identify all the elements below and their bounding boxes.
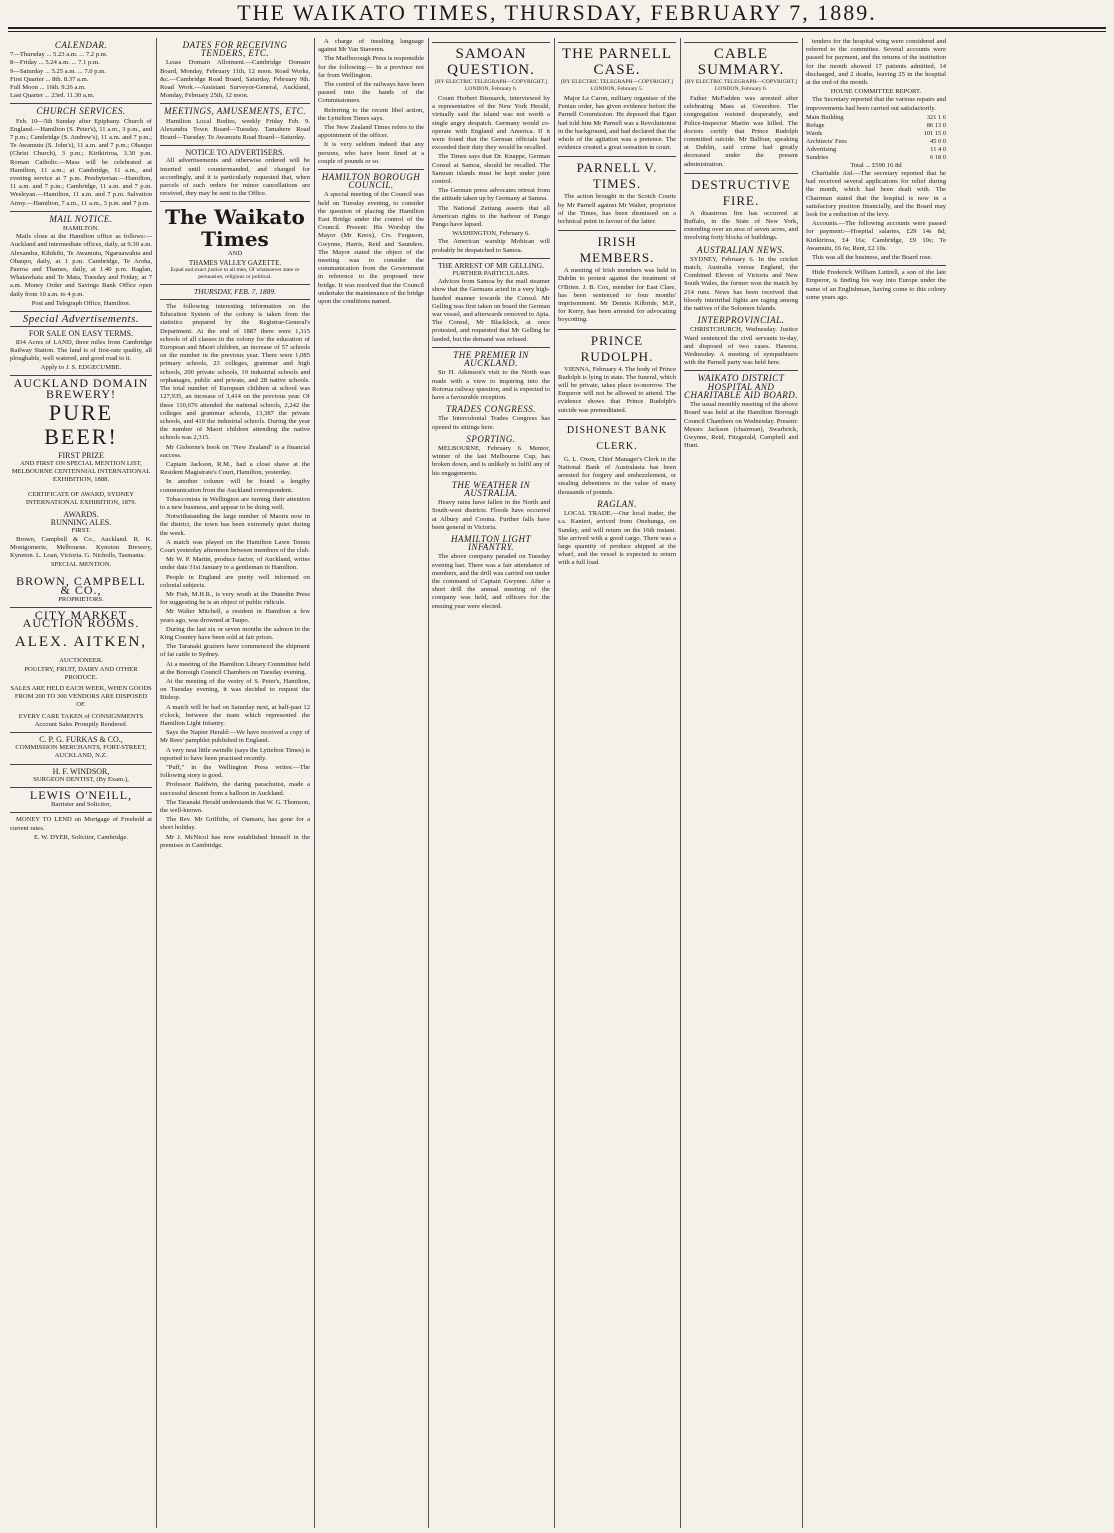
news-item: Professor Baldwin, the daring parachutist, made a successful descent from a balloon in Auckland. <box>160 781 310 797</box>
news-item: The Marlborough Press is responsible for the following:— In a province not far from Wellington. <box>318 55 424 79</box>
special-ads-heading: Special Advertisements. <box>22 313 140 326</box>
washington-text: The American warship Mohican will probably be despatched to Samoa. <box>432 238 550 254</box>
news-item: At a meeting of the Hamilton Library Committee held at the Borough Council Chambers on Tuesday evening. <box>160 660 310 676</box>
australian-text: SYDNEY, February 6. In the cricket match, Australia versus England, the Combined Eleven of Victoria and New South Wales, the former won the match by 214 runs. News has been received that bloody intertribal fights are raging among the natives of the Solomon Islands. <box>684 255 798 313</box>
news-item: Mr W. P. Martin, produce factor, of Auckland, writes under date 31st January to a gentleman in Hamilton. <box>160 556 310 572</box>
poultry: POULTRY, FRUIT, DAIRY AND OTHER PRODUCE. <box>24 665 138 681</box>
samoan-heading: SAMOAN QUESTION. <box>432 42 550 78</box>
moon-line: Full Moon ... 16th. 9.26 a.m. <box>10 84 86 92</box>
column-separator <box>802 38 803 1528</box>
cable-heading: CABLE SUMMARY. <box>684 42 798 78</box>
awards-list: Brown, Campbell & Co., Auckland. R. K. Montgomerie, Melbourne. Kynoton Brewery, Kyneton. L. Loan, Victoria. G. Nicholls, Tasmania. <box>10 535 152 559</box>
berlin-text: The German press advocates retreat from the attitude taken up by Germany at Samoa. <box>432 187 550 203</box>
brewery-heading: AUCKLAND DOMAIN <box>13 376 149 391</box>
column-separator <box>680 38 681 1528</box>
paper-subtitle: THAMES VALLEY GAZETTE. <box>188 258 282 267</box>
news-item: Mr Gisborne's book on "New Zealand" is a financial success. <box>160 443 310 459</box>
accounts-text: Accounts.—The following accounts were passed for payment:—Hospital salaries, £29 14s 8d; Kirikiriroa, £4 16s; Cambridge, £9 10s; Te Awamutu, £6 6s; Rent, £2 10s. <box>806 220 946 252</box>
running-ales: RUNNING ALES. <box>50 518 112 528</box>
news-item: Mr Walter Mitchell, a resident in Hamilton a few years ago, was drowned at Taupo. <box>160 608 310 624</box>
samoan-text: Count Herbert Bismarck, interviewed by a representative of the New York Herald, virtually said the island was not worth a single angry despatch. Germany would co-operate with England and America. If it were found that the German officials had exceeded their duty they would be recalled. <box>432 95 550 152</box>
brewery-subheading: BREWERY! <box>46 386 116 401</box>
bank-heading: DISHONEST BANK CLERK. <box>558 419 676 455</box>
mail-subheading: HAMILTON. <box>62 225 100 233</box>
trades-heading: TRADES CONGRESS. <box>446 404 536 415</box>
calendar-heading: CALENDAR. <box>54 40 108 50</box>
dyer-solicitor: E. W. DYER, Solicitor, Cambridge. <box>33 833 129 841</box>
news-item: Mr Fish, M.H.R., is very wrath at the Dunedin Press for suggesting he is an object of public ridicule. <box>160 590 310 607</box>
notice-heading: NOTICE TO ADVERTISERS. <box>185 148 285 158</box>
parnell-subheading: [BY ELECTRIC TELEGRAPH—COPYRIGHT.] LONDON, February 5. <box>561 79 673 92</box>
church-text: Feb. 10—5th Sunday after Epiphany. Church of England.—Hamilton (S. Peter's), 11 a.m., 3 p.m., and 7 p.m.; Cambridge (S. Andrew's), 11 a.m. and 7 p.m.; Te Awamutu (S. John's), 11 a.m. and 7 p.m.; Ohaupo (Christ Church), 3 p.m.; Kirikiriroa, 3.30 p.m. Roman Catholic.—Mass will be celebrated at Hamilton, 11 a.m.; at Cambridge, 11 a.m., and evening service at 7 p.m. Presbyterian.—Hamilton, 11 a.m. and 7 p.m.; Cambridge, 11 a.m. and 7 p.m. Wesleyan.—Hamilton, 11 a.m. and 7 p.m. Salvation Army.—Hamilton, 7 a.m., 11 a.m., 3 p.m. and 7 p.m. <box>10 117 152 207</box>
raglan-heading: RAGLAN. <box>597 498 637 509</box>
borough-heading: HAMILTON BOROUGH COUNCIL. <box>321 172 421 191</box>
table-row: Advertising 11 4 0 <box>806 145 946 153</box>
news-item: Notwithstanding the large number of Maoris now in the district, the town has been extremely quiet during the week. <box>160 513 310 537</box>
calendar-line: 7—Thursday ... 5.23 a.m. ... 7.2 p.m. <box>10 51 108 59</box>
paper-and: AND <box>227 250 243 258</box>
news-item: The control of the railways have been passed into the hands of the Commissioners. <box>318 81 424 105</box>
column-1 <box>10 38 152 1528</box>
prince-text: VIENNA, February 4. The body of Prince Rudolph is lying in state. The funeral, which will be private, takes place to-morrow. The Emperor will not be allowed to attend. The evidence shows that Prince Rudolph's suicide was premeditated. <box>558 365 676 414</box>
calendar-line: 8—Friday ... 5.24 a.m. ... 7.1 p.m. <box>10 59 100 67</box>
furkas-name: C. P. G. FURKAS & CO., <box>39 735 123 744</box>
samoan-subheading: [BY ELECTRIC TELEGRAPH—COPYRIGHT.] LONDON, February 6. <box>435 79 547 92</box>
final-text: Hide Frederick William Luttrell, a son of the late Emperor, is finding his way into Europe under the name of an Englishman, having come to this colony some years ago. <box>806 269 946 301</box>
news-item: During the last six or seven months the salmon in the King Country have been sold at fair prices. <box>160 625 310 641</box>
table-total: Total ... £590 16 8d <box>850 161 902 169</box>
windsor-name: H. F. WINDSOR, <box>52 766 110 776</box>
parnell-heading: THE PARNELL CASE. <box>558 42 676 78</box>
news-item: The Taranaki graziers have commenced the shipment of fat cattle to Sydney. <box>160 643 310 659</box>
column-5 <box>558 38 676 1528</box>
dateline: THURSDAY, FEB. 7, 1889. <box>193 286 277 296</box>
times-text: The action brought in the Scotch Courts by Mr Parnell against Mr Walter, proprietor of the Times, has been dismissed on a technical point in favour of the latter. <box>558 193 676 226</box>
infantry-heading: HAMILTON LIGHT INFANTRY. <box>451 533 531 553</box>
news-item: A charge of insulting language against Mr Van Staveren. <box>318 38 424 54</box>
mail-heading: MAIL NOTICE. <box>49 213 113 224</box>
proprietors: PROPRIETORS. <box>58 595 104 603</box>
sporting-text: MELBOURNE, February 6. Mentor, winner of the last Melbourne Cup, has broken down, and is unlikely to fulfil any of his engagements. <box>432 444 550 477</box>
news-item: At the meeting of the vestry of S. Peter's, Hamilton, on Tuesday evening, it was decided to request the Bishop. <box>160 678 310 702</box>
column-7 <box>806 38 1102 1528</box>
news-item: Mr J. McNicol has now established himself in the premises in Cambridge. <box>160 833 310 849</box>
aitken-name: ALEX. AITKEN, <box>14 634 148 651</box>
news-item: A match will be had on Saturday next, at half-past 12 o'clock, between the team which represented the Hamilton Light Infantry. <box>160 703 310 728</box>
table-row: Wards 101 15 0 <box>806 129 946 137</box>
table-row: Main Building 321 1 6 <box>806 113 946 121</box>
australian-heading: AUSTRALIAN NEWS. <box>697 244 785 255</box>
calendar-line: 9—Saturday ... 5.25 a.m. ... 7.0 p.m. <box>10 67 106 75</box>
notice-text: All advertisements and otherwise ordered will be inserted until countermanded, and charged for accordingly, and it is particularly requested that, when parcels of such orders for minor cancellations are received, they may be sent to the Office. <box>160 157 310 198</box>
times-heading: PARNELL V. TIMES. <box>558 156 676 192</box>
first-label: FIRST. <box>71 527 91 535</box>
fire-heading: DESTRUCTIVE FIRE. <box>684 173 798 209</box>
barrister: Barrister and Solicitor, <box>51 801 111 809</box>
sale-heading: FOR SALE ON EASY TERMS. <box>28 329 134 339</box>
news-item: The Taranaki Herald understands that W. G. Thomson, the well-known. <box>160 798 310 815</box>
arrest-subheading: FURTHER PARTICULARS. <box>452 270 530 278</box>
awards-heading: AWARDS. <box>63 509 99 519</box>
award-text: CERTIFICATE OF AWARD, SYDNEY INTERNATIONAL EXHIBITION, 1879. <box>25 490 137 506</box>
every-care: EVERY CARE TAKEN of CONSIGNMENTS <box>18 712 144 720</box>
news-item: A match was played on the Hamilton Lawn Tennis Court yesterday afternoon between members of the club. <box>160 538 310 554</box>
masthead: THE WAIKATO TIMES, THURSDAY, FEBRUARY 7, 1889. <box>237 0 877 25</box>
column-2 <box>160 38 310 1528</box>
meetings-text: Hamilton Local Bodies, weekly Friday Feb. 9. Alexandra Town Board—Tuesday. Tamahere Road Board—Tuesday. Te Awamutu Road Board—Saturday. <box>160 117 310 142</box>
news-item: "Puff," in the Wellington Press writes:—The following story is good. <box>160 764 310 780</box>
column-separator <box>156 38 157 1528</box>
top-rule-thin <box>8 31 1106 32</box>
raglan-text: LOCAL TRADE.—Our local trader, the s.s. Kanieri, arrived from Onehunga, on Sunday, and will return on the 16th instant. She arrived with a good cargo. There was a large quantity of produce shipped at the wharf, and the vessel is expected to return with a full load. <box>558 510 676 567</box>
accounts-table <box>806 114 946 162</box>
news-item: Captain Jackson, R.M., had a close shave at the Resident Magistrate's Court, Hamilton, yesterday. <box>160 460 310 477</box>
news-item: Referring to the recent libel action, the Lyttelton Times says. <box>318 106 424 122</box>
cable-text: Father McFadden was arrested after celebrating Mass at Gweedore. The congregation resisted desperately, and Police-Inspector Martin was killed. The doctors certify that Prince Rudolph committed suicide. Mr Balfour, speaking at Dublin, said crime had greatly decreased under the present administration. <box>684 95 798 168</box>
weather-text: Heavy rains have fallen in the North and South-west districts. Floods have occurred at Albury and Cooma. Further falls have been general in Victoria. <box>432 499 550 531</box>
news-item: Tobacconists in Wellington are turning their attention to a new business, and appear to be doing well. <box>160 495 310 511</box>
news-item: The Rev. Mr Griffiths, of Oamaru, has gone for a short holiday. <box>160 816 310 832</box>
infantry-text: The above company paraded on Tuesday evening last. There was a fair attendance of members, and the drill was carried out under the command of Captain Gwynne. After a short drill the annual meeting of the company was held, and officers for the ensuing year were elected. <box>432 553 550 610</box>
paper-motto: Equal and exact justice to all men, Of whatsoever state or persuasion, religious or political. <box>170 266 300 280</box>
column-separator <box>428 38 429 1528</box>
sale-apply: Apply to J. S. EDGECUMBE. <box>40 364 122 372</box>
house-text: The Secretary reported that the various repairs and improvements had been carried out satisfactorily. <box>806 96 946 112</box>
special-mention: SPECIAL MENTION. <box>50 561 112 569</box>
washington-dateline: WASHINGTON, February 6. <box>452 230 530 238</box>
auctioneer: AUCTIONEER. <box>59 657 103 665</box>
moon-line: Last Quarter ... 23rd. 11.30 a.m. <box>10 92 95 100</box>
news-item: Says the Napier Herald:—We have received a copy of Mr Rees' pamphlet published in England. <box>160 729 310 745</box>
moon-line: First Quarter ... 8th. 8.37 a.m. <box>10 75 89 83</box>
prize-text: AND FIRST ON SPECIAL MENTION LIST, MELBOURNE CENTENNIAL INTERNATIONAL EXHIBITION, 1888. <box>11 459 151 484</box>
irish-text: A meeting of Irish members was held in Dublin to protest against the treatment of O'Brien. J. B. Cox, member for East Clare, has been sentenced to four months' imprisonment. Mr Dennis Kilbride, M.P., for Kerry, has been arrested for advocating boycotting. <box>558 267 676 324</box>
charitable-aid-text: Charitable Aid.—The secretary reported that he had received several applications for relief during the month, which had been dealt with. The Chairman stated that the hospital is now in a satisfactory position financially, and the Board may look for a reduction of the levy. <box>806 170 946 219</box>
bank-text: G. L. Oxon, Chief Manager's Clerk in the National Bank of Australasia has been arrested for forgery and embezzlement, or stealing debentures to the value of many thousands of pounds. <box>558 455 676 496</box>
news-item: It is very seldom indeed that any persons, who have been fined at a couple of pounds or so. <box>318 141 424 165</box>
dates-text: Lease Domain Allotment.—Cambridge Domain Board, Monday, February 11th, 12 noon. Road Works, &c.—Cambridge Road Board, Saturday, February 9th. Road Work.—Assistant Surveyor-General, Auckland, Monday, February 25th, 12 noon. <box>160 59 310 100</box>
irish-heading: IRISH MEMBERS. <box>558 230 676 266</box>
weather-heading: THE WEATHER IN AUSTRALIA. <box>451 479 531 498</box>
table-row: Refuge 86 13 0 <box>806 121 946 129</box>
sporting-heading: SPORTING. <box>466 433 516 444</box>
trades-text: The Intercolonial Trades Congress has opened its sittings here. <box>432 415 550 431</box>
dates-heading: DATES FOR RECEIVING TENDERS, ETC. <box>182 40 288 59</box>
hospital-text: The usual monthly meeting of the above Board was held at the Hamilton Borough Council Chambers on Wednesday. Present: Messrs Jackson (chairman), Swarbrick, Gwynne, Reid, Fitzgerald, Campbell and Hunt. <box>684 401 798 450</box>
herald-text: The Times says that Dr. Knappe, German Consul at Samoa, should be recalled. The Samoan islands must be kept under joint control. <box>432 153 550 186</box>
column-separator <box>554 38 555 1528</box>
commission: COMMISSION MERCHANTS, FORT-STREET, AUCKLAND, N.Z. <box>15 744 147 760</box>
sales-held: SALES ARE HELD EACH WEEK, WHEN GOODS FROM 200 TO 300 VENDORS ARE DISPOSED OF. <box>10 684 152 709</box>
paper-nameplate: The Waikato Times <box>165 205 305 252</box>
hospital-continued: tenders for the hospital wing were considered and referred to the committee. Several accounts were passed for payment, and the returns of the institution for the month showed 17 patients admitted, 14 discharged, and 2 deaths, leaving 25 in the hospital at the end of the month. <box>806 38 946 87</box>
lewis-name: LEWIS O'NEILL, <box>29 788 133 803</box>
column-3 <box>318 38 424 1528</box>
account-sales: Account Sales Promptly Rendered. <box>34 720 128 728</box>
news-item: People in England are pretty well informed on colonial subjects. <box>160 573 310 589</box>
money-to-lend: MONEY TO LEND on Mortgage of Freehold at current rates. <box>10 816 152 832</box>
hospital-heading: WAIKATO DISTRICT HOSPITAL AND CHARITABLE AID BOARD. <box>684 373 798 400</box>
national-text: The National Zeitung asserts that all American rights to the harbour of Pango Pango have lapsed. <box>432 204 550 229</box>
meetings-heading: MEETINGS, AMUSEMENTS, ETC. <box>163 106 307 117</box>
mail-text: Mails close at the Hamilton office as follows:— Auckland and intermediate offices, daily, at 9.30 a.m. Alexandra, Kihikihi, Te Awamutu, Ngaruawahia and Ohaupo, daily, at 1 p.m. Cambridge, Te Aroha, Paeroa and Thames, daily, at 1.40 p.m. Raglan, Whatawhata and Te Mata, Tuesday and Friday, at 7 a.m. Money Order and Savings Bank Office open daily from 10 a.m. to 4 p.m. <box>10 233 152 298</box>
first-prize: FIRST PRIZE <box>58 450 104 460</box>
interprovincial-text: CHRISTCHURCH, Wednesday. Justice Ward sentenced the civil servants to-day, and disposed of two cases. Hawera, Wednesday. A meeting of sympathisers with the Parnell party was held here. <box>684 326 798 367</box>
interprovincial-heading: INTERPROVINCIAL. <box>697 315 785 326</box>
arrest-text: Advices from Samoa by the mail steamer show that the Germans acted in a very high-handed manner towards the Consul. Mr Gelling was first taken on board the German war vessel, and afterwards removed to Apia. The Consul, Mr Blacklock, at once protested, and requested that Mr Gelling be landed, but the demand was refused. <box>432 278 550 343</box>
arrest-heading: THE ARREST OF MR GELLING. <box>438 260 544 270</box>
sale-text: 834 Acres of LAND, three miles from Cambridge Railway Station. The land is of first-rate quality, all ploughable, well watered, and good road to it. <box>10 338 152 362</box>
parnell-text: Major Le Caron, military organiser of the Fenian order, has given evidence before the Parnell Commission. He deposed that Egan had told him Mr Parnell was a Revolutionist in the background, and had declared that the whole of the agitation was a pretence. The evidence created a great sensation in court. <box>558 95 676 152</box>
column-separator <box>314 38 315 1528</box>
pure-beer-heading: PURE BEER! <box>44 399 118 449</box>
column-6 <box>684 38 798 1528</box>
premier-heading: THE PREMIER IN AUCKLAND. <box>453 349 529 369</box>
table-row: Sundries 6 18 0 <box>806 153 946 161</box>
cable-subheading: [BY ELECTRIC TELEGRAPH—COPYRIGHT.] LONDON, February 6. <box>685 79 797 92</box>
church-heading: CHURCH SERVICES. <box>36 106 126 117</box>
postmaster-line: Post and Telegraph Office, Hamilton. <box>31 299 131 307</box>
top-rule <box>8 27 1106 29</box>
borough-text: A special meeting of the Council was held on Tuesday evening, to consider the question of placing the Hamilton East Bridge under the control of the Council. Present: His Worship the Mayor (Mr Knox), Crs. Ferguson, Gwynne, Harris, Reid and Saunders. The Mayor stated the object of the meeting was to consider the communication from the Government in reference to the proposed new bridge. It was resolved that the Council undertake the maintenance of the bridge upon the conditions named. <box>318 191 424 306</box>
surgeon: SURGEON DENTIST, (By Exam.), <box>33 775 129 783</box>
news-item: In another column will be found a lengthy communication from the Auckland correspondent. <box>160 478 310 494</box>
city-market: CITY MARKET AUCTION ROOMS. <box>22 607 140 631</box>
news-item: A very neat little swindle (says the Lyttelton Times) is reported to have been practised recently. <box>160 746 310 762</box>
column-4 <box>432 38 550 1528</box>
premier-text: Sir H. Atkinson's visit to the North was made with a view to inquiring into the Rotorua railway question, and is expected to have a favourable reception. <box>432 369 550 401</box>
closing-text: This was all the business, and the Board rose. <box>812 254 933 262</box>
house-heading: HOUSE COMMITTEE REPORT. <box>830 88 922 96</box>
fire-text: A disastrous fire has occurred at Buffalo, in the State of New York, extending over an area of seven acres, and involving forty blocks of buildings. <box>684 209 798 242</box>
prince-heading: PRINCE RUDOLPH. <box>558 329 676 365</box>
news-item: The New Zealand Times refers to the appointment of the officer. <box>318 124 424 140</box>
leader-article: The following interesting information on the Education System of the colony is taken from the statistics prepared by the Registrar-General's Department. At the end of 1887 there were 1,315 schools of all classes in the colony for the education of European and Maori children, an increase of 57 schools on the number in the previous year. There were 1,085 primary schools, 23 colleges, grammar and high schools, 200 private schools, 10 industrial schools and orphanages, public and private, and 28 native schools. The total number of European children at school was 127,935, an increase of 3,414 on the previous year. Of these 110,676 attended the national schools, 2,242 the colleges and grammar schools, 13,387 the private schools, and 410 the industrial schools. During the year the number of Maori children attending the native schools was 2,315. <box>160 303 310 442</box>
table-row: Architects' Fees 45 0 0 <box>806 137 946 145</box>
brewery-firm: BROWN, CAMPBELL & CO., <box>16 574 146 597</box>
